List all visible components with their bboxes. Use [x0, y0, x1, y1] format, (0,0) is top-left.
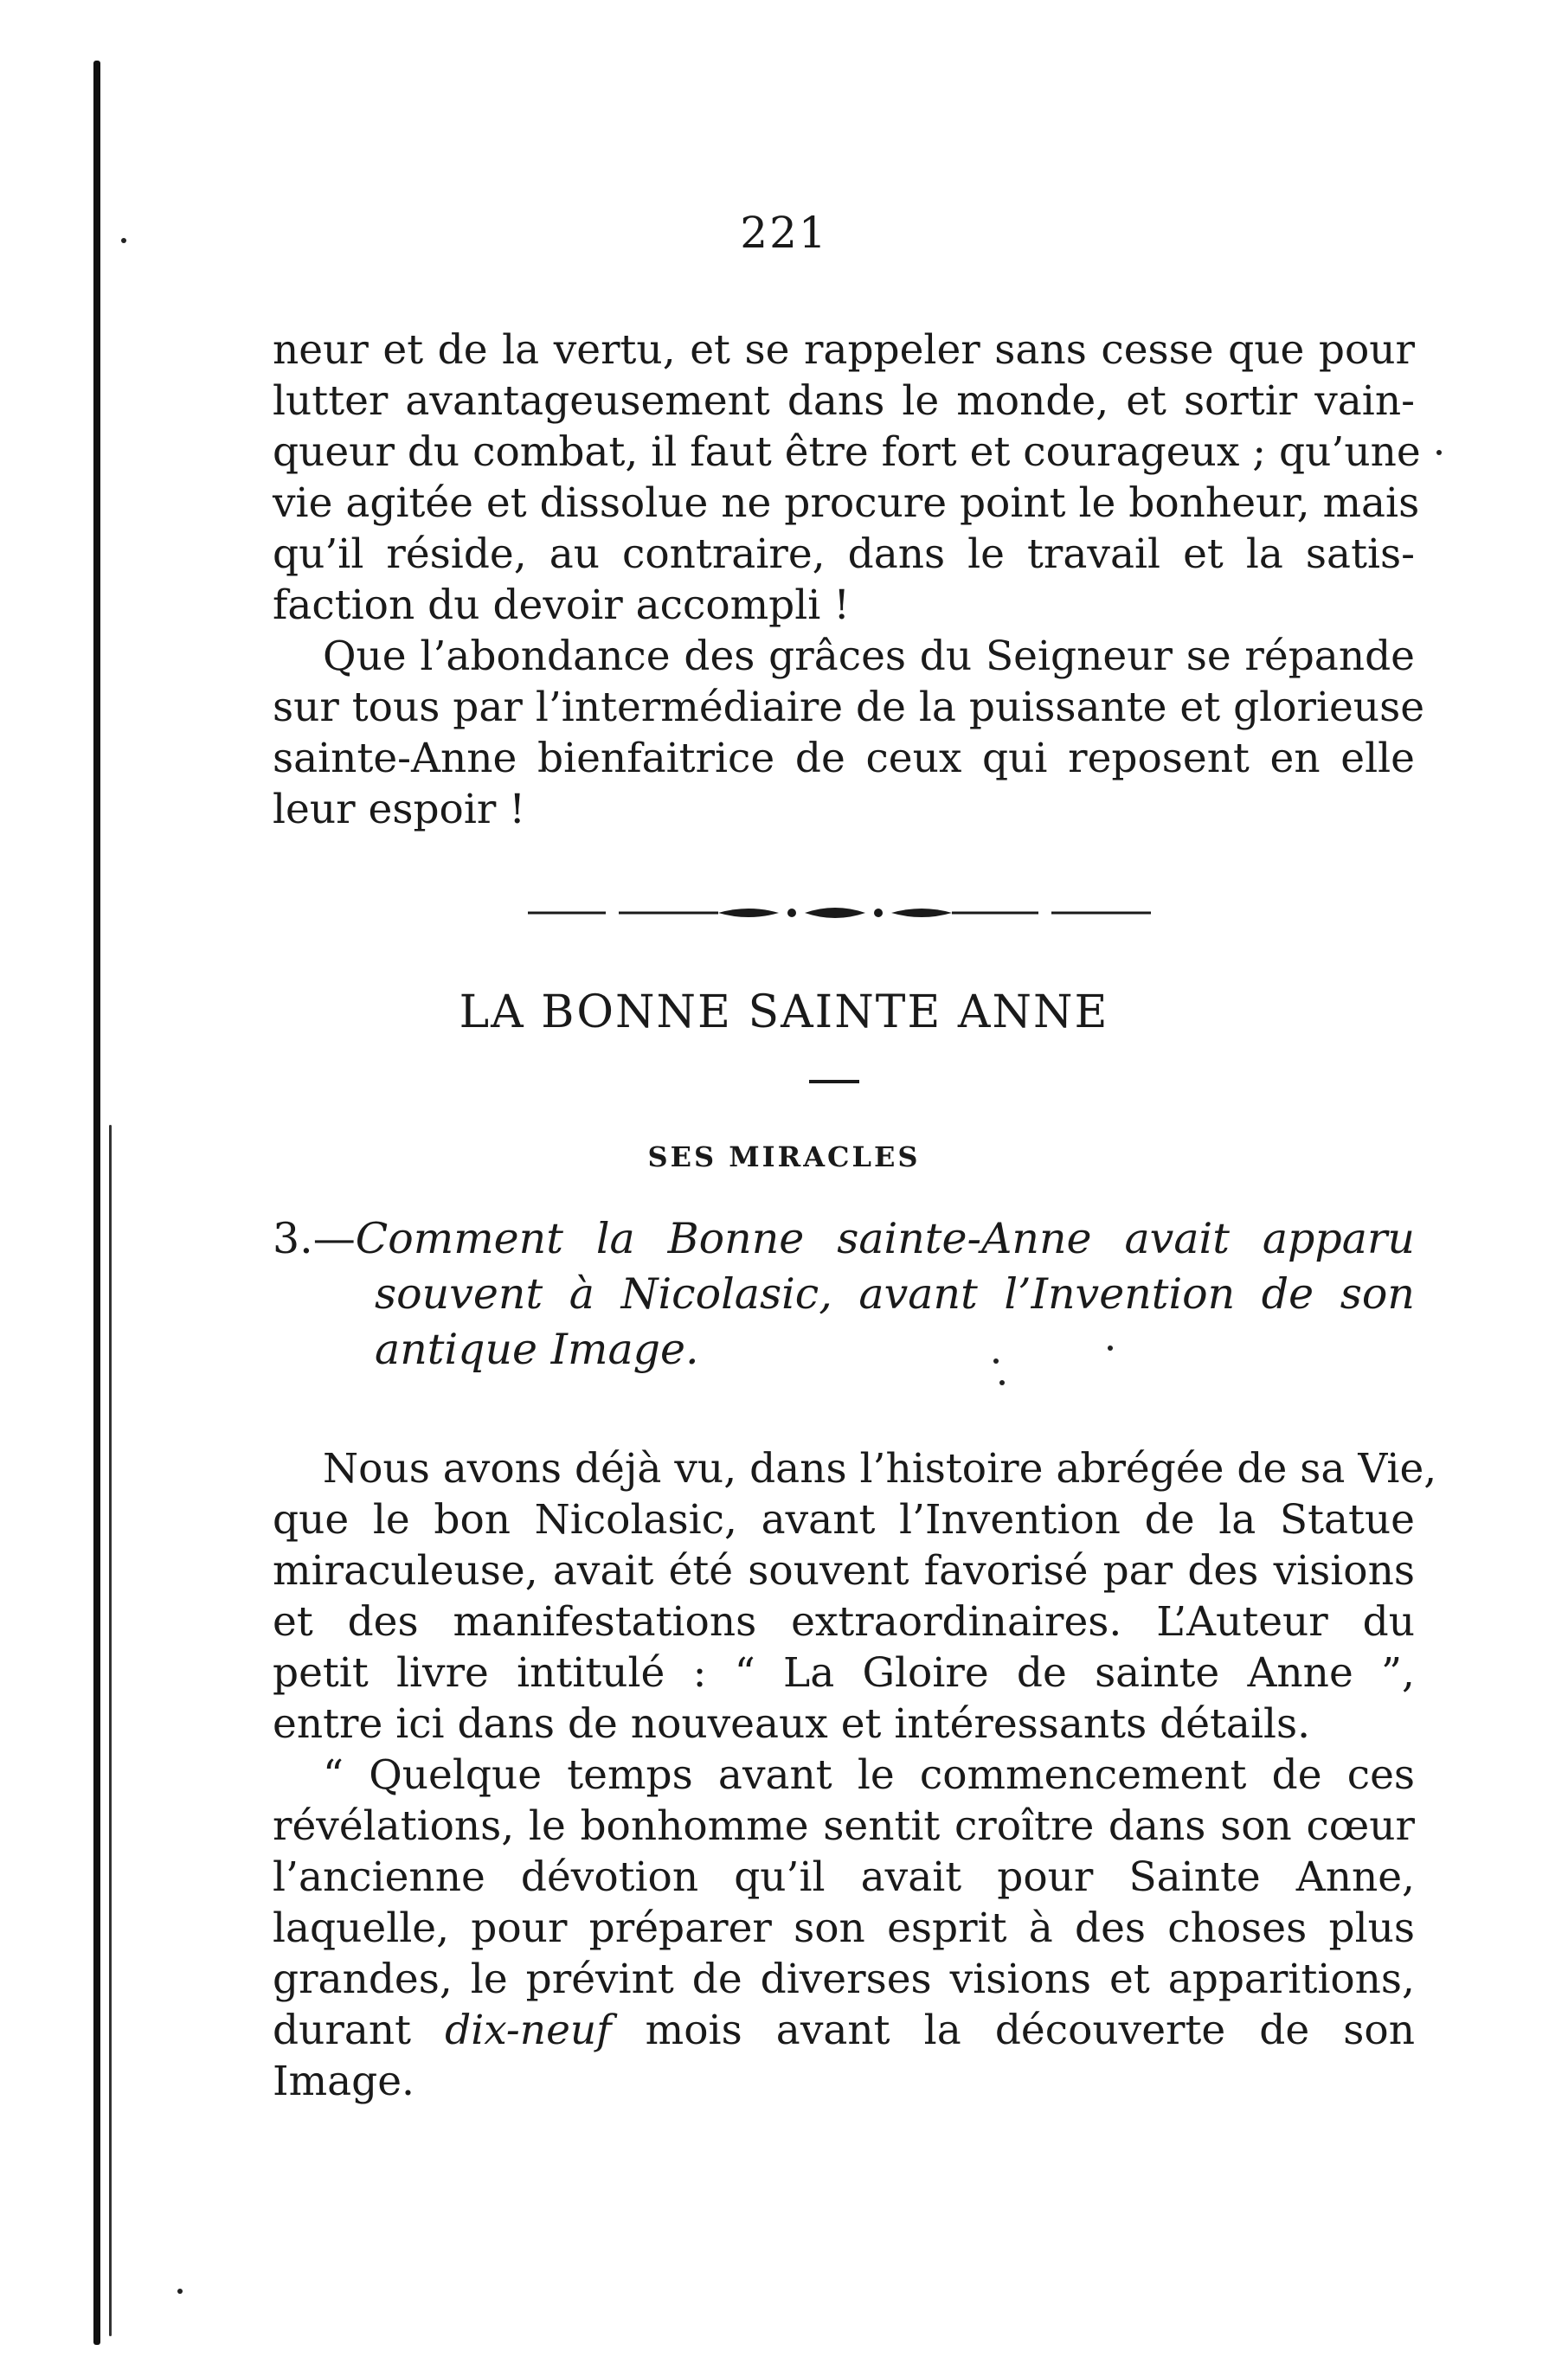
chapter-title-text: Comment la Bonne sainte-Anne avait apparu — [355, 1214, 1415, 1263]
paragraph-4 — [273, 1750, 1415, 2107]
print-speck — [999, 1380, 1005, 1385]
text-line: “ Quelque temps avant le commencement de ces — [323, 1751, 1415, 1799]
print-speck — [1436, 450, 1442, 455]
text-line: Image. — [273, 2058, 414, 2105]
text-line: que le bon Nicolasic, avant l’Invention de la Statue — [273, 1496, 1415, 1544]
text-line: faction du devoir accompli ! — [273, 581, 851, 629]
text-line: et des manifestations extraordinaires. L’Auteur du — [273, 1598, 1415, 1646]
print-speck — [177, 2289, 183, 2294]
text-line: grandes, le prévint de diverses visions et apparitions, — [273, 1956, 1415, 2003]
text-line: entre ici dans de nouveaux et intéressants détails. — [273, 1700, 1311, 1748]
text-segment: durant — [273, 2007, 446, 2054]
text-line: vie agitée et dissolue ne procure point le bonheur, mais — [273, 479, 1420, 527]
text-line: queur du combat, il faut être fort et courageux ; qu’une — [273, 428, 1421, 476]
text-line: Que l’abondance des grâces du Seigneur se répande — [323, 633, 1415, 680]
chapter-line — [273, 1211, 1415, 1267]
ornamental-divider — [528, 904, 1151, 922]
text-line — [273, 2005, 1415, 2056]
page-number: 221 — [740, 208, 828, 258]
paragraph-1 — [273, 324, 1421, 631]
title-rule — [809, 1080, 859, 1083]
chapter-heading — [273, 1211, 1415, 1378]
text-line: qu’il réside, au contraire, dans le travail et la satis- — [273, 530, 1415, 578]
section-subtitle: SES MIRACLES — [647, 1140, 921, 1173]
chapter-number: 3.— — [273, 1214, 356, 1263]
chapter-line: antique Image. — [375, 1325, 699, 1374]
text-line: sur tous par l’intermédiaire de la puissante et glorieuse — [273, 684, 1425, 731]
paragraph-2 — [273, 631, 1425, 835]
text-segment: mois avant la découverte de son — [611, 2007, 1415, 2054]
text-line: laquelle, pour préparer son esprit à des choses plus — [273, 1904, 1415, 1952]
text-line: Nous avons déjà vu, dans l’histoire abrégée de sa Vie, — [323, 1445, 1437, 1493]
page-binding-edge — [93, 61, 100, 2345]
text-line: neur et de la vertu, et se rappeler sans cesse que pour — [273, 326, 1415, 374]
chapter-line: souvent à Nicolasic, avant l’Invention de son — [375, 1269, 1415, 1319]
paragraph-3 — [273, 1443, 1437, 1750]
section-title: LA BONNE SAINTE ANNE — [459, 986, 1109, 1038]
text-line: miraculeuse, avait été souvent favorisé par des visions — [273, 1547, 1415, 1595]
text-line: lutter avantageusement dans le monde, et sortir vain- — [273, 377, 1415, 425]
text-line: révélations, le bonhomme sentit croître dans son cœur — [273, 1802, 1415, 1850]
italic-emphasis: dix-neuf — [445, 2007, 612, 2054]
page-binding-edge-inner — [109, 1125, 112, 2336]
text-line: l’ancienne dévotion qu’il avait pour Sainte Anne, — [273, 1853, 1415, 1901]
text-line: petit livre intitulé : “ La Gloire de sainte Anne ”, — [273, 1649, 1415, 1697]
text-line: sainte-Anne bienfaitrice de ceux qui reposent en elle — [273, 735, 1415, 782]
text-line: leur espoir ! — [273, 786, 526, 833]
